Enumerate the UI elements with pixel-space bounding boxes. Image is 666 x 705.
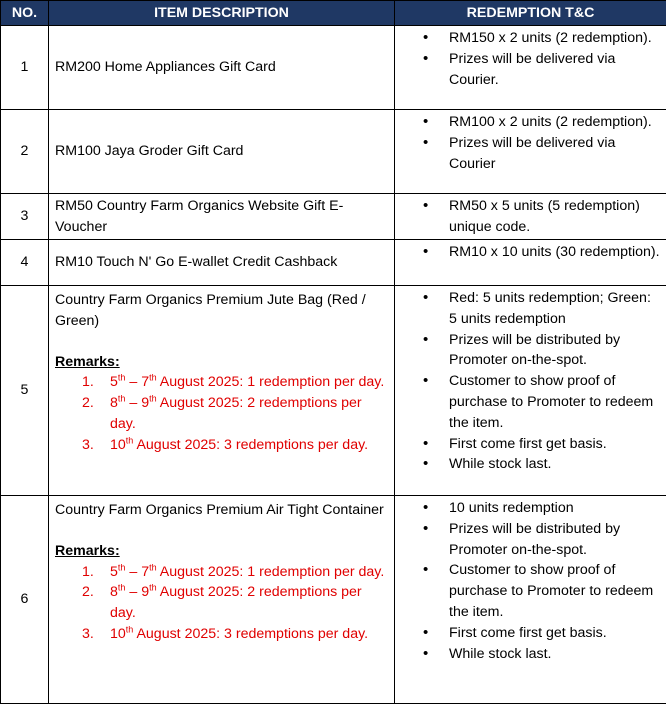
remark-item: 3. 10th August 2025: 3 redemptions per day. <box>82 435 369 453</box>
remark-item: 1. 5th – 7th August 2025: 1 redemption per day. <box>82 372 385 391</box>
row-number: 5 <box>1 286 49 496</box>
redemption-terms <box>395 240 666 286</box>
item-description: RM200 Home Appliances Gift Card <box>49 26 395 110</box>
redemption-terms <box>395 286 666 496</box>
header-redemption-tc: REDEMPTION T&C <box>395 1 666 26</box>
terms-item: • Prizes will be distributed by Promoter on-the-spot. <box>449 519 662 561</box>
table-row <box>1 26 666 110</box>
remark-item: 2. 8th – 9th August 2025: 2 redemptions per day. <box>82 582 362 622</box>
remark-item: 2. 8th – 9th August 2025: 2 redemptions per day. <box>82 393 362 432</box>
terms-item: • Prizes will be delivered via Courier <box>449 133 662 175</box>
terms-item: • Prizes will be delivered via Courier. <box>449 49 662 91</box>
remarks-title: Remarks: <box>55 542 120 559</box>
terms-item: • Red: 5 units redemption; Green: 5 units redemption <box>449 288 662 330</box>
remark-item: 3. 10th August 2025: 3 redemptions per day. <box>82 624 369 642</box>
remarks-title: Remarks: <box>55 353 120 370</box>
redemption-terms <box>395 496 666 704</box>
remarks-list <box>55 562 388 645</box>
row-number: 1 <box>1 26 49 110</box>
terms-item: • First come first get basis. <box>449 434 662 455</box>
redemption-terms <box>395 194 666 240</box>
table-row <box>1 240 666 286</box>
table-row <box>1 496 666 704</box>
terms-item: • Customer to show proof of purchase to Promoter to redeem the item. <box>449 560 662 622</box>
terms-item: • Prizes will be distributed by Promoter on-the-spot. <box>449 330 662 372</box>
terms-item: • RM100 x 2 units (2 redemption). <box>449 112 662 133</box>
header-no: NO. <box>1 1 49 26</box>
table-row <box>1 110 666 194</box>
terms-item: • RM150 x 2 units (2 redemption). <box>449 28 662 49</box>
terms-item: • First come first get basis. <box>449 623 662 644</box>
item-description: RM10 Touch N' Go E-wallet Credit Cashback <box>49 240 395 286</box>
remarks-list <box>55 372 388 455</box>
terms-item: • RM10 x 10 units (30 redemption). <box>449 242 662 263</box>
item-description-cell <box>49 496 395 704</box>
item-description-cell <box>49 286 395 496</box>
header-row <box>1 1 666 26</box>
row-number: 2 <box>1 110 49 194</box>
header-item-description: ITEM DESCRIPTION <box>49 1 395 26</box>
remark-item: 1. 5th – 7th August 2025: 1 redemption per day. <box>82 561 385 580</box>
terms-item: • While stock last. <box>449 454 662 475</box>
row-number: 3 <box>1 194 49 240</box>
row-number: 4 <box>1 240 49 286</box>
item-description: RM100 Jaya Groder Gift Card <box>49 110 395 194</box>
terms-item: • While stock last. <box>449 644 662 665</box>
terms-item: • 10 units redemption <box>449 498 662 519</box>
item-description: Country Farm Organics Premium Air Tight Container <box>55 502 384 518</box>
item-description: Country Farm Organics Premium Jute Bag (Red / Green) <box>55 292 366 329</box>
row-number: 6 <box>1 496 49 704</box>
table-row <box>1 286 666 496</box>
item-description: RM50 Country Farm Organics Website Gift E-Voucher <box>49 194 395 240</box>
terms-item: • Customer to show proof of purchase to Promoter to redeem the item. <box>449 371 662 433</box>
terms-item: • RM50 x 5 units (5 redemption) unique code. <box>449 196 662 238</box>
redemption-terms <box>395 26 666 110</box>
table-row <box>1 194 666 240</box>
redemption-terms <box>395 110 666 194</box>
